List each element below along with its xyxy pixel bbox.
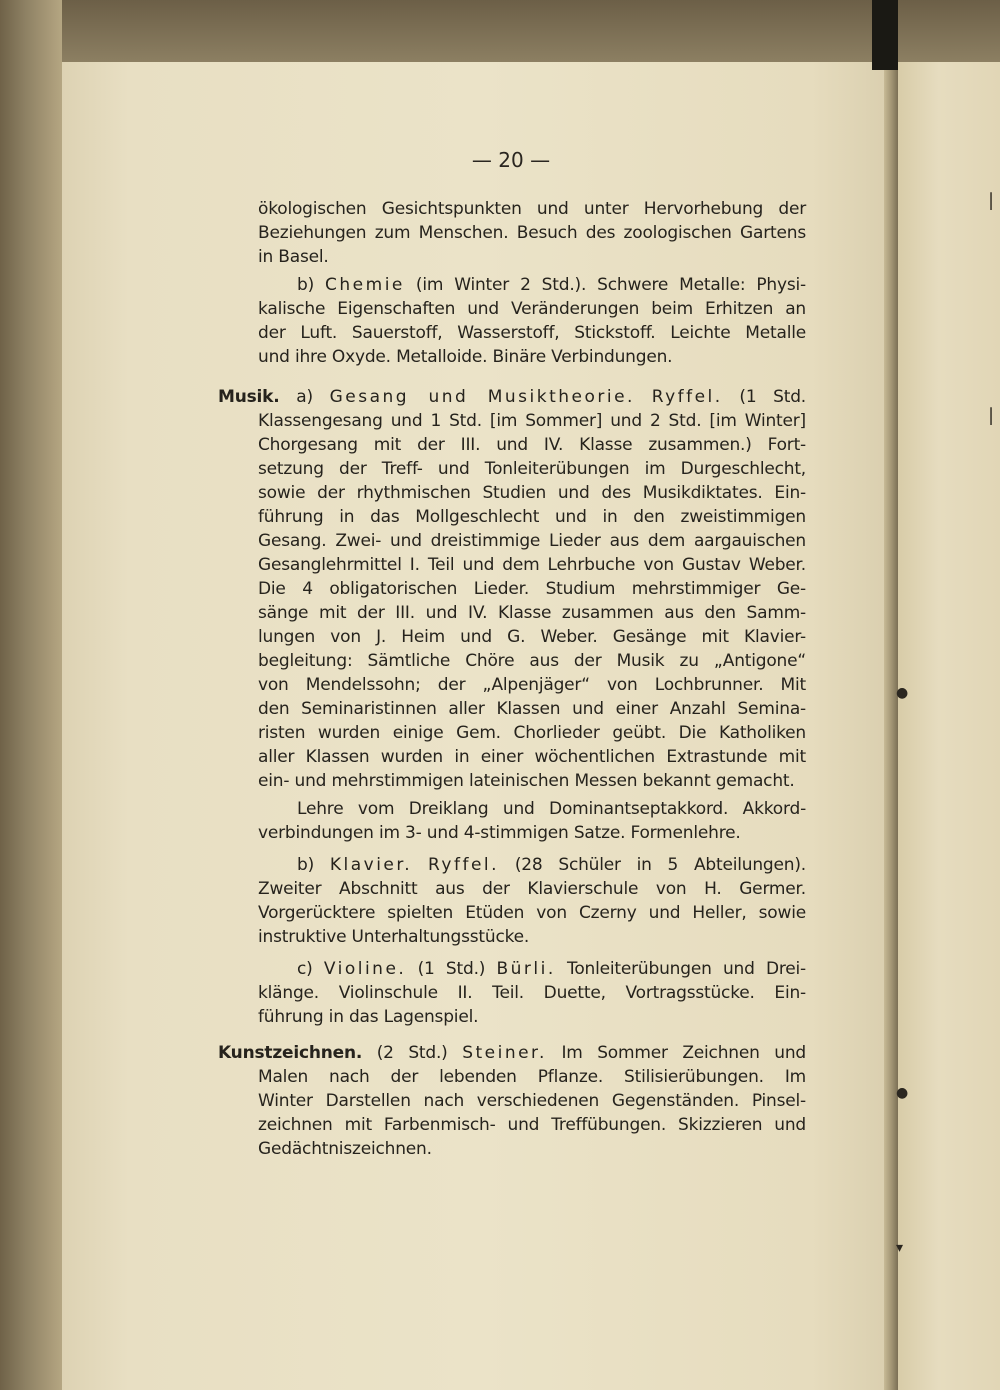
text-segment: in Basel.	[258, 247, 329, 267]
text-segment: von Mendelssohn; der „Alpenjäger“ von Lochbrunner. Mit	[258, 675, 806, 695]
text-segment: Gesang und Musiktheorie.	[329, 387, 635, 407]
text-segment: Chemie	[325, 275, 405, 295]
text-segment: (1 Std.)	[406, 959, 497, 979]
text-segment: führung in das Mollgeschlecht und in den zweistimmigen	[258, 507, 806, 527]
text-line	[258, 1089, 806, 1113]
text-line	[258, 345, 806, 369]
text-segment: kalische Eigenschaften und Veränderungen beim Erhitzen an	[258, 299, 806, 319]
text-segment: risten wurden einige Gem. Chorlieder geübt. Die Katholiken	[258, 723, 806, 743]
text-segment: lungen von J. Heim und G. Weber. Gesänge mit Klavier-	[258, 627, 806, 647]
text-segment: (2 Std.)	[362, 1043, 463, 1063]
text-segment: c)	[297, 959, 324, 979]
text-segment: klänge. Violinschule II. Teil. Duette, Vortragsstücke. Ein-	[258, 983, 806, 1003]
scan-dark-strip	[872, 0, 898, 70]
facing-page-edge	[898, 62, 1000, 1390]
text-segment: begleitung: Sämtliche Chöre aus der Musik zu „Antigone“	[258, 651, 806, 671]
text-line	[258, 769, 806, 793]
text-segment: Bürli.	[496, 959, 556, 979]
facing-page-mark: |	[988, 190, 995, 211]
text-segment: Winter Darstellen nach verschiedenen Gegenständen. Pinsel-	[258, 1091, 806, 1111]
text-segment: (im Winter 2 Std.). Schwere Metalle: Physi-	[404, 275, 806, 295]
text-line	[258, 745, 806, 769]
text-segment: der Luft. Sauerstoff, Wasserstoff, Stickstoff. Leichte Metalle	[258, 323, 806, 343]
text-line	[258, 1005, 806, 1029]
text-line	[258, 481, 806, 505]
text-line	[297, 273, 806, 297]
text-segment: Gesanglehrmittel I. Teil und dem Lehrbuche von Gustav Weber.	[258, 555, 806, 575]
text-line	[258, 221, 806, 245]
text-line	[258, 245, 806, 269]
text-segment: ein- und mehrstimmigen lateinischen Messen bekannt gemacht.	[258, 771, 795, 791]
text-line	[258, 457, 806, 481]
text-line	[218, 1041, 806, 1065]
text-line	[297, 797, 806, 821]
text-segment: Die 4 obligatorischen Lieder. Studium mehrstimmiger Ge-	[258, 579, 806, 599]
text-segment: (1 Std.	[722, 387, 806, 407]
text-segment: und ihre Oxyde. Metalloide. Binäre Verbindungen.	[258, 347, 673, 367]
text-segment: Violine.	[323, 959, 407, 979]
text-segment: Gesang. Zwei- und dreistimmige Lieder aus dem aargauischen	[258, 531, 806, 551]
text-line	[258, 553, 806, 577]
text-line	[258, 697, 806, 721]
text-line	[258, 1137, 806, 1161]
book-gutter	[884, 62, 898, 1390]
text-line	[258, 1113, 806, 1137]
facing-page-mark: ▾	[896, 1240, 904, 1256]
text-line	[258, 321, 806, 345]
text-segment: Klavier.	[329, 855, 413, 875]
text-line	[258, 601, 806, 625]
text-segment: sänge mit der III. und IV. Klasse zusammen aus den Samm-	[258, 603, 806, 623]
text-line	[258, 877, 806, 901]
text-line	[258, 649, 806, 673]
text-segment: Chorgesang mit der III. und IV. Klasse zusammen.) Fort-	[258, 435, 806, 455]
text-line	[258, 901, 806, 925]
text-line	[297, 957, 806, 981]
facing-page-mark: ●	[896, 685, 909, 701]
text-segment: instruktive Unterhaltungsstücke.	[258, 927, 530, 947]
section-heading: Musik.	[218, 387, 280, 407]
text-line	[258, 821, 806, 845]
facing-page-mark: ●	[896, 1085, 909, 1101]
text-segment: b)	[297, 275, 326, 295]
text-segment: den Seminaristinnen aller Klassen und einer Anzahl Semina-	[258, 699, 806, 719]
text-line	[258, 1065, 806, 1089]
text-segment: ökologischen Gesichtspunkten und unter Hervorhebung der	[258, 199, 806, 219]
scan-background-top	[62, 0, 872, 62]
text-segment: sowie der rhythmischen Studien und des Musikdiktates. Ein-	[258, 483, 806, 503]
text-line	[258, 197, 806, 221]
text-line	[218, 385, 806, 409]
text-segment: Tonleiterübungen und Drei-	[555, 959, 806, 979]
text-segment: Gedächtniszeichnen.	[258, 1139, 432, 1159]
text-segment: verbindungen im 3- und 4-stimmigen Satze. Formenlehre.	[258, 823, 741, 843]
text-line	[258, 925, 806, 949]
text-segment: Steiner.	[462, 1043, 547, 1063]
text-segment: zeichnen mit Farbenmisch- und Treffübungen. Skizzieren und	[258, 1115, 806, 1135]
section-heading: Kunstzeichnen.	[218, 1043, 363, 1063]
text-line	[258, 409, 806, 433]
text-line	[258, 297, 806, 321]
text-segment: Lehre vom Dreiklang und Dominantseptakkord. Akkord-	[297, 799, 806, 819]
text-segment: Vorgerücktere spielten Etüden von Czerny und Heller, sowie	[258, 903, 806, 923]
text-line	[258, 981, 806, 1005]
text-segment: Klassengesang und 1 Std. [im Sommer] und 2 Std. [im Winter]	[258, 411, 806, 431]
text-segment	[412, 855, 428, 875]
text-segment: setzung der Treff- und Tonleiterübungen im Durgeschlecht,	[258, 459, 806, 479]
book-edge-left	[0, 0, 62, 1390]
text-segment: b)	[297, 855, 330, 875]
text-line	[258, 721, 806, 745]
text-line	[258, 625, 806, 649]
text-segment	[635, 387, 652, 407]
text-segment: Ryffel.	[428, 855, 500, 875]
text-segment: führung in das Lagenspiel.	[258, 1007, 479, 1027]
text-segment: (28 Schüler in 5 Abteilungen).	[499, 855, 806, 875]
text-line	[258, 673, 806, 697]
text-line	[258, 433, 806, 457]
text-segment: Ryffel.	[651, 387, 723, 407]
page-number: — 20 —	[471, 148, 551, 172]
text-segment: aller Klassen wurden in einer wöchentlichen Extrastunde mit	[258, 747, 806, 767]
text-line	[258, 505, 806, 529]
text-line	[258, 577, 806, 601]
text-segment: Beziehungen zum Menschen. Besuch des zoologischen Gartens	[258, 223, 806, 243]
text-segment: Im Sommer Zeichnen und	[546, 1043, 806, 1063]
facing-page-mark: |	[988, 405, 995, 426]
text-line	[297, 853, 806, 877]
text-segment: a)	[279, 387, 330, 407]
text-segment: Zweiter Abschnitt aus der Klavierschule von H. Germer.	[258, 879, 806, 899]
scan-background-top-right	[898, 0, 1000, 62]
text-line	[258, 529, 806, 553]
text-segment: Malen nach der lebenden Pflanze. Stilisierübungen. Im	[258, 1067, 806, 1087]
